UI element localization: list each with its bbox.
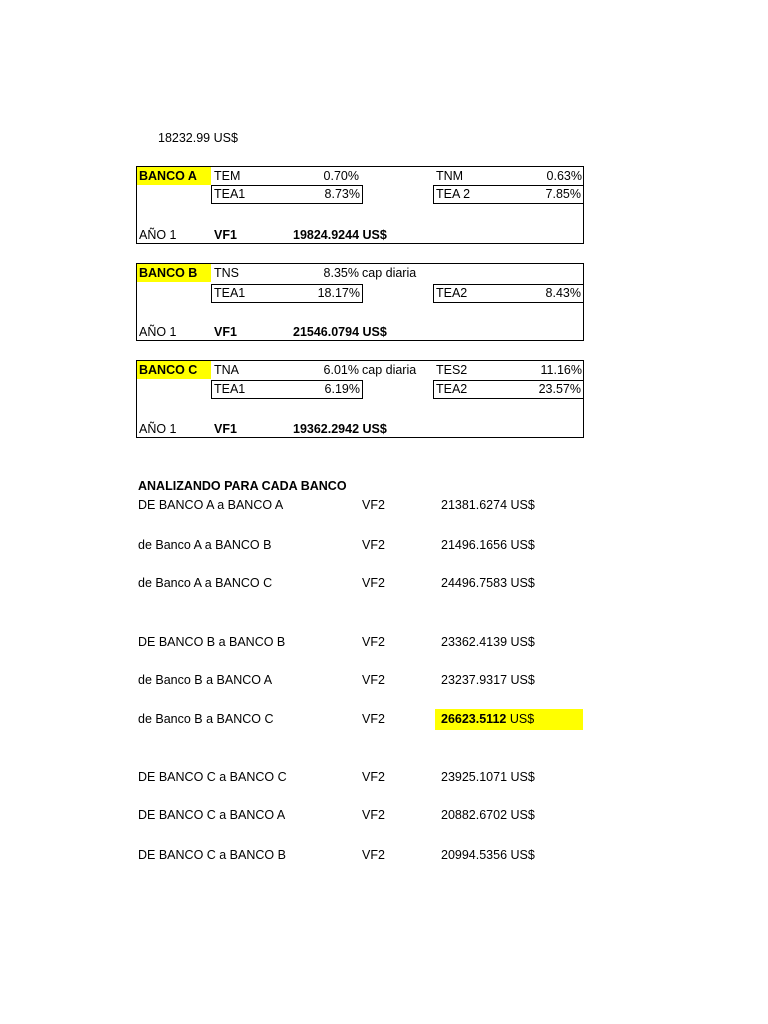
tea2-value: 7.85% <box>545 187 581 201</box>
rate1-value: 6.01% <box>323 363 359 377</box>
transfer-label: de Banco A a BANCO B <box>138 538 272 552</box>
bank-name: BANCO B <box>139 266 198 280</box>
vf2-value <box>441 538 535 553</box>
tea2-label: TEA 2 <box>436 187 471 201</box>
vf2-amount: 23362.4139 <box>441 635 508 649</box>
vf2-label: VF2 <box>362 576 385 590</box>
vf2-unit: US$ <box>510 673 535 687</box>
rate2-value: 0.63% <box>546 169 582 183</box>
vf2-label: VF2 <box>362 498 385 512</box>
tea1-cell <box>211 380 363 399</box>
tea1-cell <box>211 185 363 204</box>
tea2-label: TEA2 <box>436 286 468 300</box>
rate1-label: TNS <box>214 266 239 280</box>
vf2-value <box>441 576 535 591</box>
tea1-cell <box>211 284 363 303</box>
vf2-amount: 20994.5356 <box>441 848 508 862</box>
vf2-value <box>441 712 534 727</box>
vf2-value <box>441 848 535 863</box>
rate2-label: TNM <box>436 169 464 183</box>
vf1-label: VF1 <box>214 325 237 339</box>
vf2-label: VF2 <box>362 538 385 552</box>
rate1-value: 8.35% <box>323 266 359 280</box>
vf1-value: 19824.9244 US$ <box>293 228 387 242</box>
vf2-unit: US$ <box>509 712 535 726</box>
rate2-label: TES2 <box>436 363 468 377</box>
tea1-value: 18.17% <box>317 286 360 300</box>
bank-name-cell <box>137 361 211 379</box>
bank-name-cell <box>137 167 211 185</box>
vf2-amount: 21381.6274 <box>441 498 508 512</box>
bank-name-cell <box>137 264 211 282</box>
tea2-value: 23.57% <box>538 382 581 396</box>
transfer-label: DE BANCO A a BANCO A <box>138 498 284 512</box>
vf2-label: VF2 <box>362 673 385 687</box>
rate1-label: TNA <box>214 363 239 377</box>
vf2-unit: US$ <box>510 635 535 649</box>
vf1-value: 21546.0794 US$ <box>293 325 387 339</box>
vf2-value <box>441 498 535 513</box>
vf1-label: VF1 <box>214 228 237 242</box>
transfer-label: DE BANCO C a BANCO C <box>138 770 287 784</box>
tea2-cell <box>433 380 584 399</box>
tea1-value: 8.73% <box>324 187 360 201</box>
tea1-label: TEA1 <box>214 286 246 300</box>
vf1-label: VF1 <box>214 422 237 436</box>
vf2-unit: US$ <box>510 498 535 512</box>
transfer-label: de Banco B a BANCO C <box>138 712 274 726</box>
tea2-label: TEA2 <box>436 382 468 396</box>
vf2-amount: 23237.9317 <box>441 673 508 687</box>
vf2-amount: 23925.1071 <box>441 770 508 784</box>
transfer-label: de Banco A a BANCO C <box>138 576 273 590</box>
bank-block-b <box>136 263 584 341</box>
vf2-label: VF2 <box>362 712 385 726</box>
vf2-unit: US$ <box>510 576 535 590</box>
bank-block-a <box>136 166 584 244</box>
transfer-label: DE BANCO B a BANCO B <box>138 635 286 649</box>
tea1-label: TEA1 <box>214 187 246 201</box>
rate1-label: TEM <box>214 169 241 183</box>
year-label: AÑO 1 <box>139 325 177 339</box>
vf2-label: VF2 <box>362 808 385 822</box>
vf2-unit: US$ <box>510 848 535 862</box>
vf2-value <box>441 770 535 785</box>
vf2-value <box>441 635 535 650</box>
transfer-label: DE BANCO C a BANCO A <box>138 808 286 822</box>
rate1-value: 0.70% <box>323 169 359 183</box>
rate1-note: cap diaria <box>362 266 417 280</box>
vf2-unit: US$ <box>510 808 535 822</box>
capital-amount: 18232.99 US$ <box>158 131 238 145</box>
vf2-amount: 24496.7583 <box>441 576 508 590</box>
bank-block-c <box>136 360 584 438</box>
analysis-title: ANALIZANDO PARA CADA BANCO <box>138 479 347 493</box>
bank-name: BANCO A <box>139 169 197 183</box>
vf2-amount: 20882.6702 <box>441 808 508 822</box>
rate2-value: 11.16% <box>540 363 582 377</box>
tea2-value: 8.43% <box>545 286 581 300</box>
vf2-amount: 26623.5112 <box>441 712 507 726</box>
vf2-label: VF2 <box>362 770 385 784</box>
vf2-value <box>441 673 535 688</box>
year-label: AÑO 1 <box>139 228 177 242</box>
vf2-unit: US$ <box>510 770 535 784</box>
vf2-value <box>441 808 535 823</box>
vf2-label: VF2 <box>362 848 385 862</box>
vf2-label: VF2 <box>362 635 385 649</box>
tea2-cell <box>433 284 584 303</box>
tea1-label: TEA1 <box>214 382 246 396</box>
year-label: AÑO 1 <box>139 422 177 436</box>
vf1-value: 19362.2942 US$ <box>293 422 387 436</box>
bank-name: BANCO C <box>139 363 198 377</box>
vf2-unit: US$ <box>510 538 535 552</box>
rate1-note: cap diaria <box>362 363 417 377</box>
vf2-amount: 21496.1656 <box>441 538 508 552</box>
tea1-value: 6.19% <box>324 382 360 396</box>
transfer-label: de Banco B a BANCO A <box>138 673 273 687</box>
transfer-label: DE BANCO C a BANCO B <box>138 848 286 862</box>
tea2-cell <box>433 185 584 204</box>
